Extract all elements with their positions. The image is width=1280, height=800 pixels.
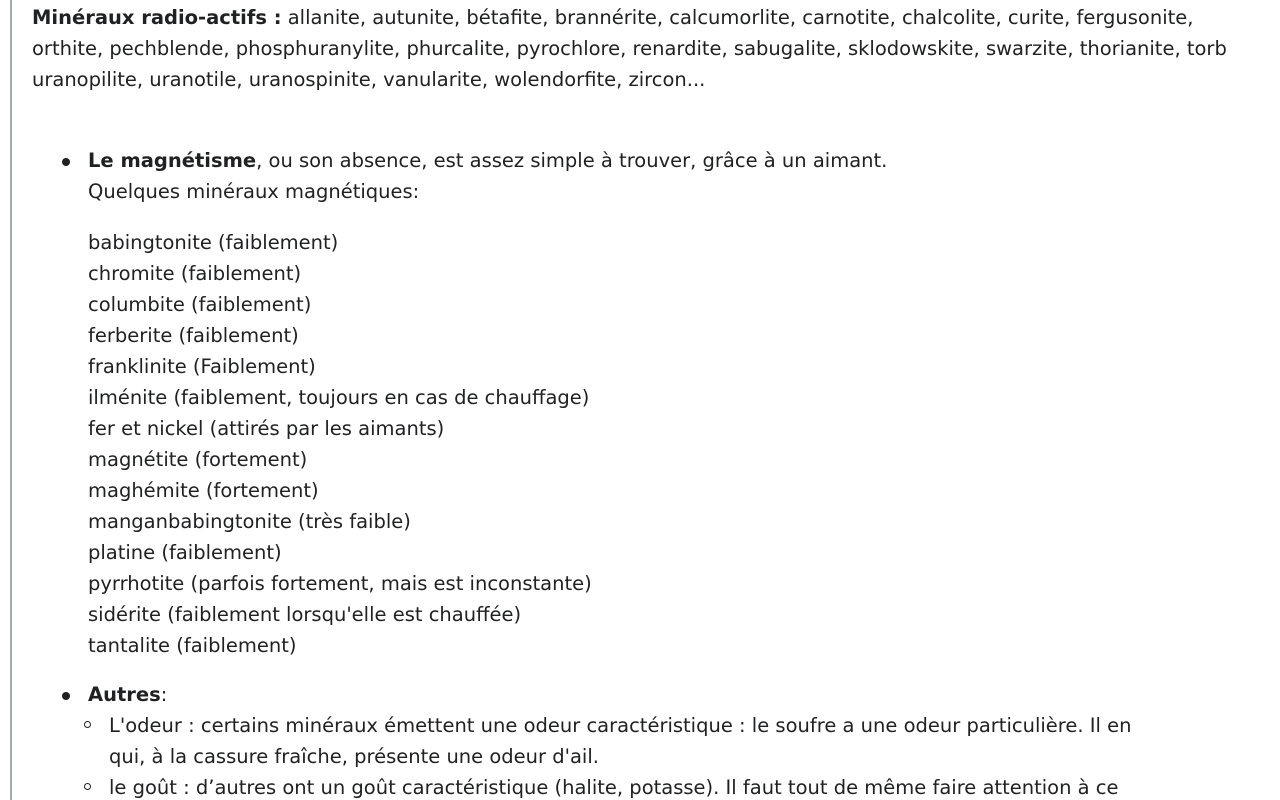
left-border xyxy=(10,0,12,800)
odor-line-1: L'odeur : certains minéraux émettent une odeur caractéristique : le soufre a une odeur particulière. Il en xyxy=(109,714,1132,737)
bullet-dot-icon xyxy=(62,692,70,700)
others-sub-list xyxy=(32,710,1280,800)
others-item xyxy=(32,679,1280,710)
magnetic-minerals-list xyxy=(88,227,1280,661)
magnetic-mineral-item: fer et nickel (attirés par les aimants) xyxy=(88,417,445,440)
magnetism-item xyxy=(32,145,1280,661)
odor-line-2: qui, à la cassure fraîche, présente une odeur d'ail. xyxy=(109,745,599,768)
radioactive-line-1 xyxy=(32,2,1280,33)
others-bold: Autres xyxy=(88,683,161,706)
radioactive-line-3: uranopilite, uranotile, uranospinite, vanularite, wolendorfite, zircon... xyxy=(32,68,706,91)
magnetism-rest: , ou son absence, est assez simple à trouver, grâce à un aimant. xyxy=(256,149,888,172)
circle-bullet-icon xyxy=(84,721,91,728)
magnetic-mineral-item: platine (faiblement) xyxy=(88,541,282,564)
taste-line-1: le goût : d’autres ont un goût caractéristique (halite, potasse). Il faut tout de même faire attention à ce xyxy=(109,776,1119,799)
magnetism-intro: Quelques minéraux magnétiques: xyxy=(88,180,420,203)
magnetic-mineral-item: manganbabingtonite (très faible) xyxy=(88,510,411,533)
magnetic-mineral-item: ferberite (faiblement) xyxy=(88,324,299,347)
properties-list xyxy=(32,145,1280,710)
magnetic-mineral-item: chromite (faiblement) xyxy=(88,262,302,285)
magnetic-mineral-item: ilménite (faiblement, toujours en cas de chauffage) xyxy=(88,386,590,409)
radioactive-label: Minéraux radio-actifs : xyxy=(32,6,282,29)
magnetic-mineral-item: magnétite (fortement) xyxy=(88,448,308,471)
odor-item xyxy=(32,710,1280,772)
circle-bullet-icon xyxy=(84,783,91,790)
radioactive-line-2: orthite, pechblende, phosphuranylite, phurcalite, pyrochlore, renardite, sabugalite, sklodowskite, swarzite, thorianite, torb xyxy=(32,37,1227,60)
others-rest: : xyxy=(160,683,168,706)
magnetic-mineral-item: columbite (faiblement) xyxy=(88,293,312,316)
article-content xyxy=(32,2,1280,800)
magnetism-heading-line xyxy=(88,145,1280,176)
radioactive-text-1: allanite, autunite, bétafite, brannérite, calcumorlite, carnotite, chalcolite, curite, fergusonite, xyxy=(281,6,1194,29)
magnetic-mineral-item: babingtonite (faiblement) xyxy=(88,231,339,254)
magnetism-bold: Le magnétisme xyxy=(88,149,257,172)
magnetic-mineral-item: sidérite (faiblement lorsqu'elle est chauffée) xyxy=(88,603,522,626)
radioactive-minerals-paragraph xyxy=(32,2,1280,95)
taste-item xyxy=(32,772,1280,800)
magnetic-mineral-item: maghémite (fortement) xyxy=(88,479,319,502)
magnetic-mineral-item: franklinite (Faiblement) xyxy=(88,355,316,378)
magnetic-mineral-item: pyrrhotite (parfois fortement, mais est inconstante) xyxy=(88,572,592,595)
magnetic-mineral-item: tantalite (faiblement) xyxy=(88,634,297,657)
others-heading xyxy=(88,679,1280,710)
bullet-dot-icon xyxy=(62,158,70,166)
